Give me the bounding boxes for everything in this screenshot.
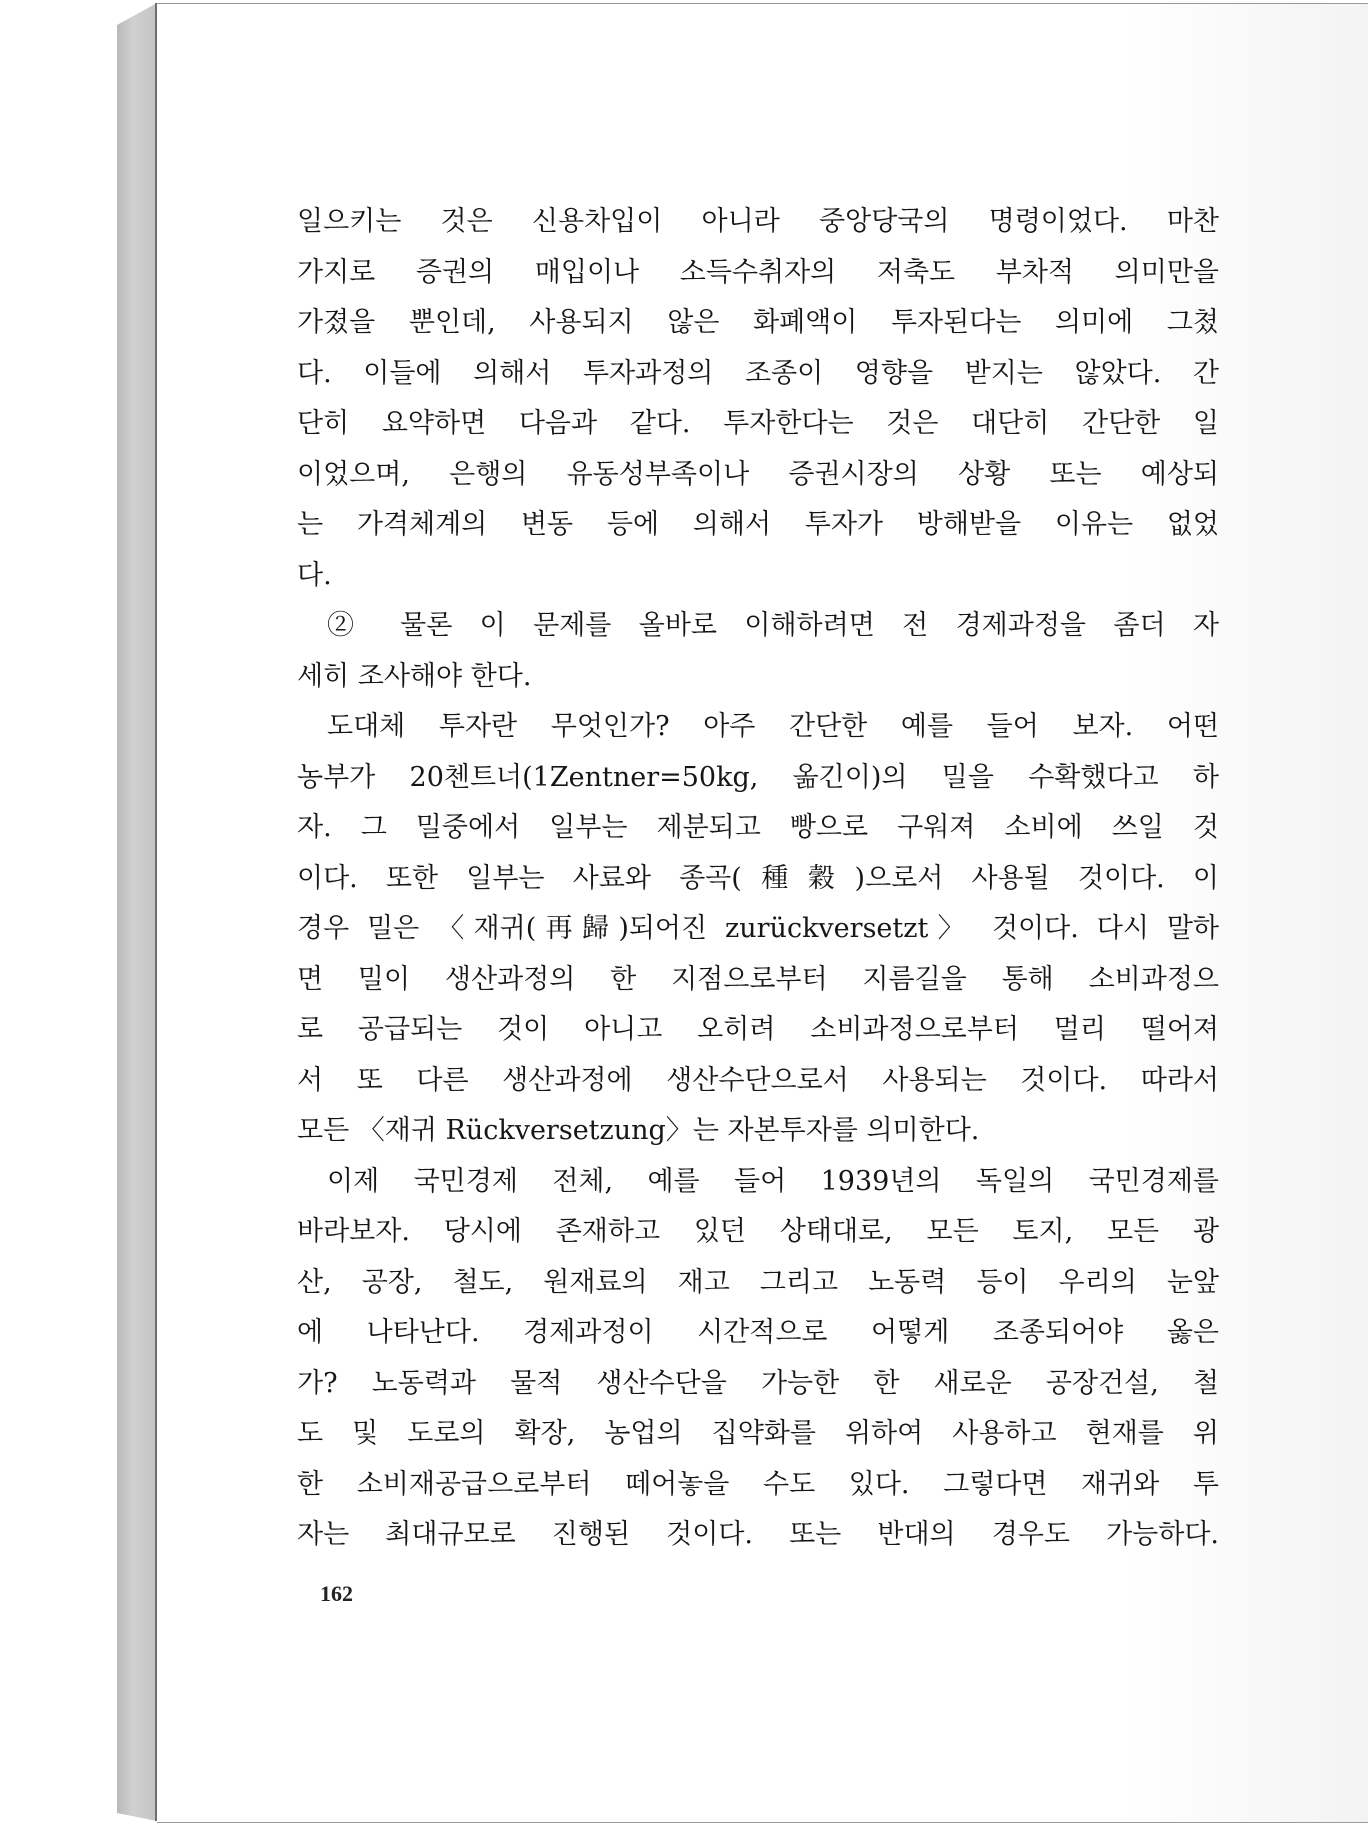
text-line: 한 소비재공급으로부터 떼어놓을 수도 있다. 그렇다면 재귀와 투 [297, 1468, 1219, 1500]
text-line: 모든 〈재귀 Rückversetzung〉는 자본투자를 의미한다. [297, 1115, 980, 1146]
body-text [297, 197, 1219, 1561]
text-line: 바라보자. 당시에 존재하고 있던 상태대로, 모든 토지, 모든 광 [297, 1216, 1219, 1247]
page-edge-line [155, 3, 157, 1821]
text-line: 다. [297, 559, 332, 591]
text-line: 가? 노동력과 물적 생산수단을 가능한 한 새로운 공장건설, 철 [297, 1367, 1219, 1399]
text-line: 서 또 다른 생산과정에 생산수단으로서 사용되는 것이다. 따라서 [297, 1064, 1219, 1096]
text-line: 세히 조사해야 한다. [297, 660, 532, 692]
text-line: 는 가격체계의 변동 등에 의해서 투자가 방해받을 이유는 없었 [297, 509, 1219, 540]
text-line: 자는 최대규모로 진행된 것이다. 또는 반대의 경우도 가능하다. [297, 1519, 1219, 1550]
text-line: 단히 요약하면 다음과 같다. 투자한다는 것은 대단히 간단한 일 [297, 408, 1219, 439]
text-line: 가지로 증권의 매입이나 소득수취자의 저축도 부차적 의미만을 [297, 256, 1219, 288]
text-line: 도대체 투자란 무엇인가? 아주 간단한 예를 들어 보자. 어떤 [327, 711, 1219, 742]
text-line: 경우 밀은 〈재귀(再歸)되어진 zurückversetzt〉 것이다. 다시 말하 [297, 913, 1219, 944]
book-spine [117, 3, 157, 1821]
text-line: 자. 그 밀중에서 일부는 제분되고 빵으로 구워져 소비에 쓰일 것 [297, 812, 1219, 843]
text-line: ② 물론 이 문제를 올바로 이해하려면 전 경제과정을 좀더 자 [327, 610, 1219, 641]
text-line: 이다. 또한 일부는 사료와 종곡(種穀)으로서 사용될 것이다. 이 [297, 862, 1219, 894]
text-line: 산, 공장, 철도, 원재료의 재고 그리고 노동력 등이 우리의 눈앞 [297, 1266, 1219, 1298]
text-line: 도 및 도로의 확장, 농업의 집약화를 위하여 사용하고 현재를 위 [297, 1418, 1219, 1449]
text-line: 농부가 20첸트너(1Zentner=50kg, 옮긴이)의 밀을 수확했다고 하 [297, 761, 1219, 793]
text-line: 로 공급되는 것이 아니고 오히려 소비과정으로부터 멀리 떨어져 [297, 1014, 1219, 1045]
text-line: 에 나타난다. 경제과정이 시간적으로 어떻게 조종되어야 옳은 [297, 1317, 1219, 1348]
text-line: 이제 국민경제 전체, 예를 들어 1939년의 독일의 국민경제를 [327, 1165, 1219, 1197]
text-line: 이었으며, 은행의 유동성부족이나 증권시장의 상황 또는 예상되 [297, 458, 1219, 490]
text-line: 다. 이들에 의해서 투자과정의 조종이 영향을 받지는 않았다. 간 [297, 357, 1219, 389]
page-number: 162 [320, 1581, 353, 1606]
text-line: 일으키는 것은 신용차입이 아니라 중앙당국의 명령이었다. 마찬 [297, 206, 1219, 237]
text-line: 가졌을 뿐인데, 사용되지 않은 화폐액이 투자된다는 의미에 그쳤 [297, 307, 1219, 338]
text-line: 면 밀이 생산과정의 한 지점으로부터 지름길을 통해 소비과정으 [297, 963, 1219, 995]
